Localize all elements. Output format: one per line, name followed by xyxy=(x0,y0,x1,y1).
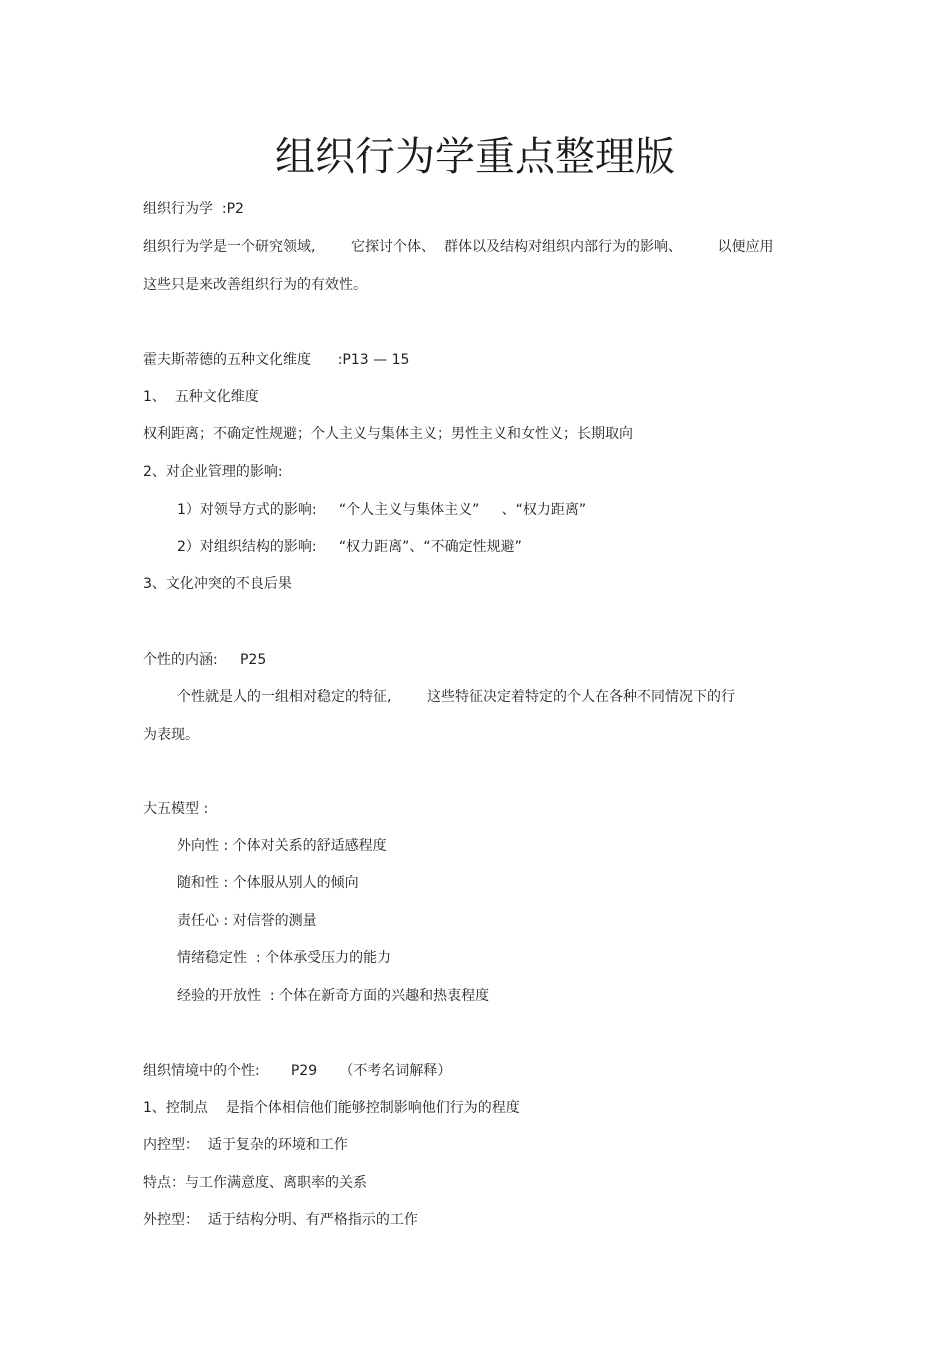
list-item: 经验的开放性 : 个体在新奇方面的兴趣和热衷程度 xyxy=(177,988,490,1004)
paragraph-line: 内控型： 适于复杂的环境和工作 xyxy=(143,1137,348,1153)
sub-list-item: 1）对领导方式的影响: “个人主义与集体主义” 、“权力距离” xyxy=(177,502,587,518)
list-item: 1、控制点 是指个体相信他们能够控制影响他们行为的程度 xyxy=(143,1100,520,1116)
heading-hofstede: 霍夫斯蒂德的五种文化维度 :P13 — 15 xyxy=(143,352,410,368)
list-item: 3、文化冲突的不良后果 xyxy=(143,576,292,592)
paragraph-line: 外控型： 适于结构分明、有严格指示的工作 xyxy=(143,1212,418,1228)
list-item: 责任心 : 对信誉的测量 xyxy=(177,913,317,929)
list-item: 2、对企业管理的影响: xyxy=(143,464,283,480)
heading-big-five: 大五模型 : xyxy=(143,801,209,817)
list-item: 外向性 : 个体对关系的舒适感程度 xyxy=(177,838,387,854)
list-item: 随和性 : 个体服从别人的倾向 xyxy=(177,875,359,891)
paragraph-line: 个性就是人的一组相对稳定的特征, 这些特征决定着特定的个人在各种不同情况下的行 xyxy=(177,689,736,705)
paragraph-line: 权利距离；不确定性规避；个人主义与集体主义；男性主义和女性义；长期取向 xyxy=(143,426,633,442)
heading-ob-definition: 组织行为学 :P2 xyxy=(143,201,244,217)
list-item: 1、 五种文化维度 xyxy=(143,389,259,405)
paragraph-line: 这些只是来改善组织行为的有效性。 xyxy=(143,277,367,293)
list-item: 情绪稳定性 : 个体承受压力的能力 xyxy=(177,950,392,966)
paragraph-line: 组织行为学是一个研究领域, 它探讨个体、 群体以及结构对组织内部行为的影响、 以便应用 xyxy=(143,239,774,255)
heading-personality: 个性的内涵: P25 xyxy=(143,652,267,668)
document-title: 组织行为学重点整理版 xyxy=(275,134,675,180)
paragraph-line: 为表现。 xyxy=(143,727,199,743)
heading-org-context: 组织情境中的个性: P29 （不考名词解释） xyxy=(143,1063,452,1079)
sub-list-item: 2）对组织结构的影响: “权力距离”、“不确定性规避” xyxy=(177,539,522,555)
paragraph-line: 特点：与工作满意度、离职率的关系 xyxy=(143,1175,367,1191)
